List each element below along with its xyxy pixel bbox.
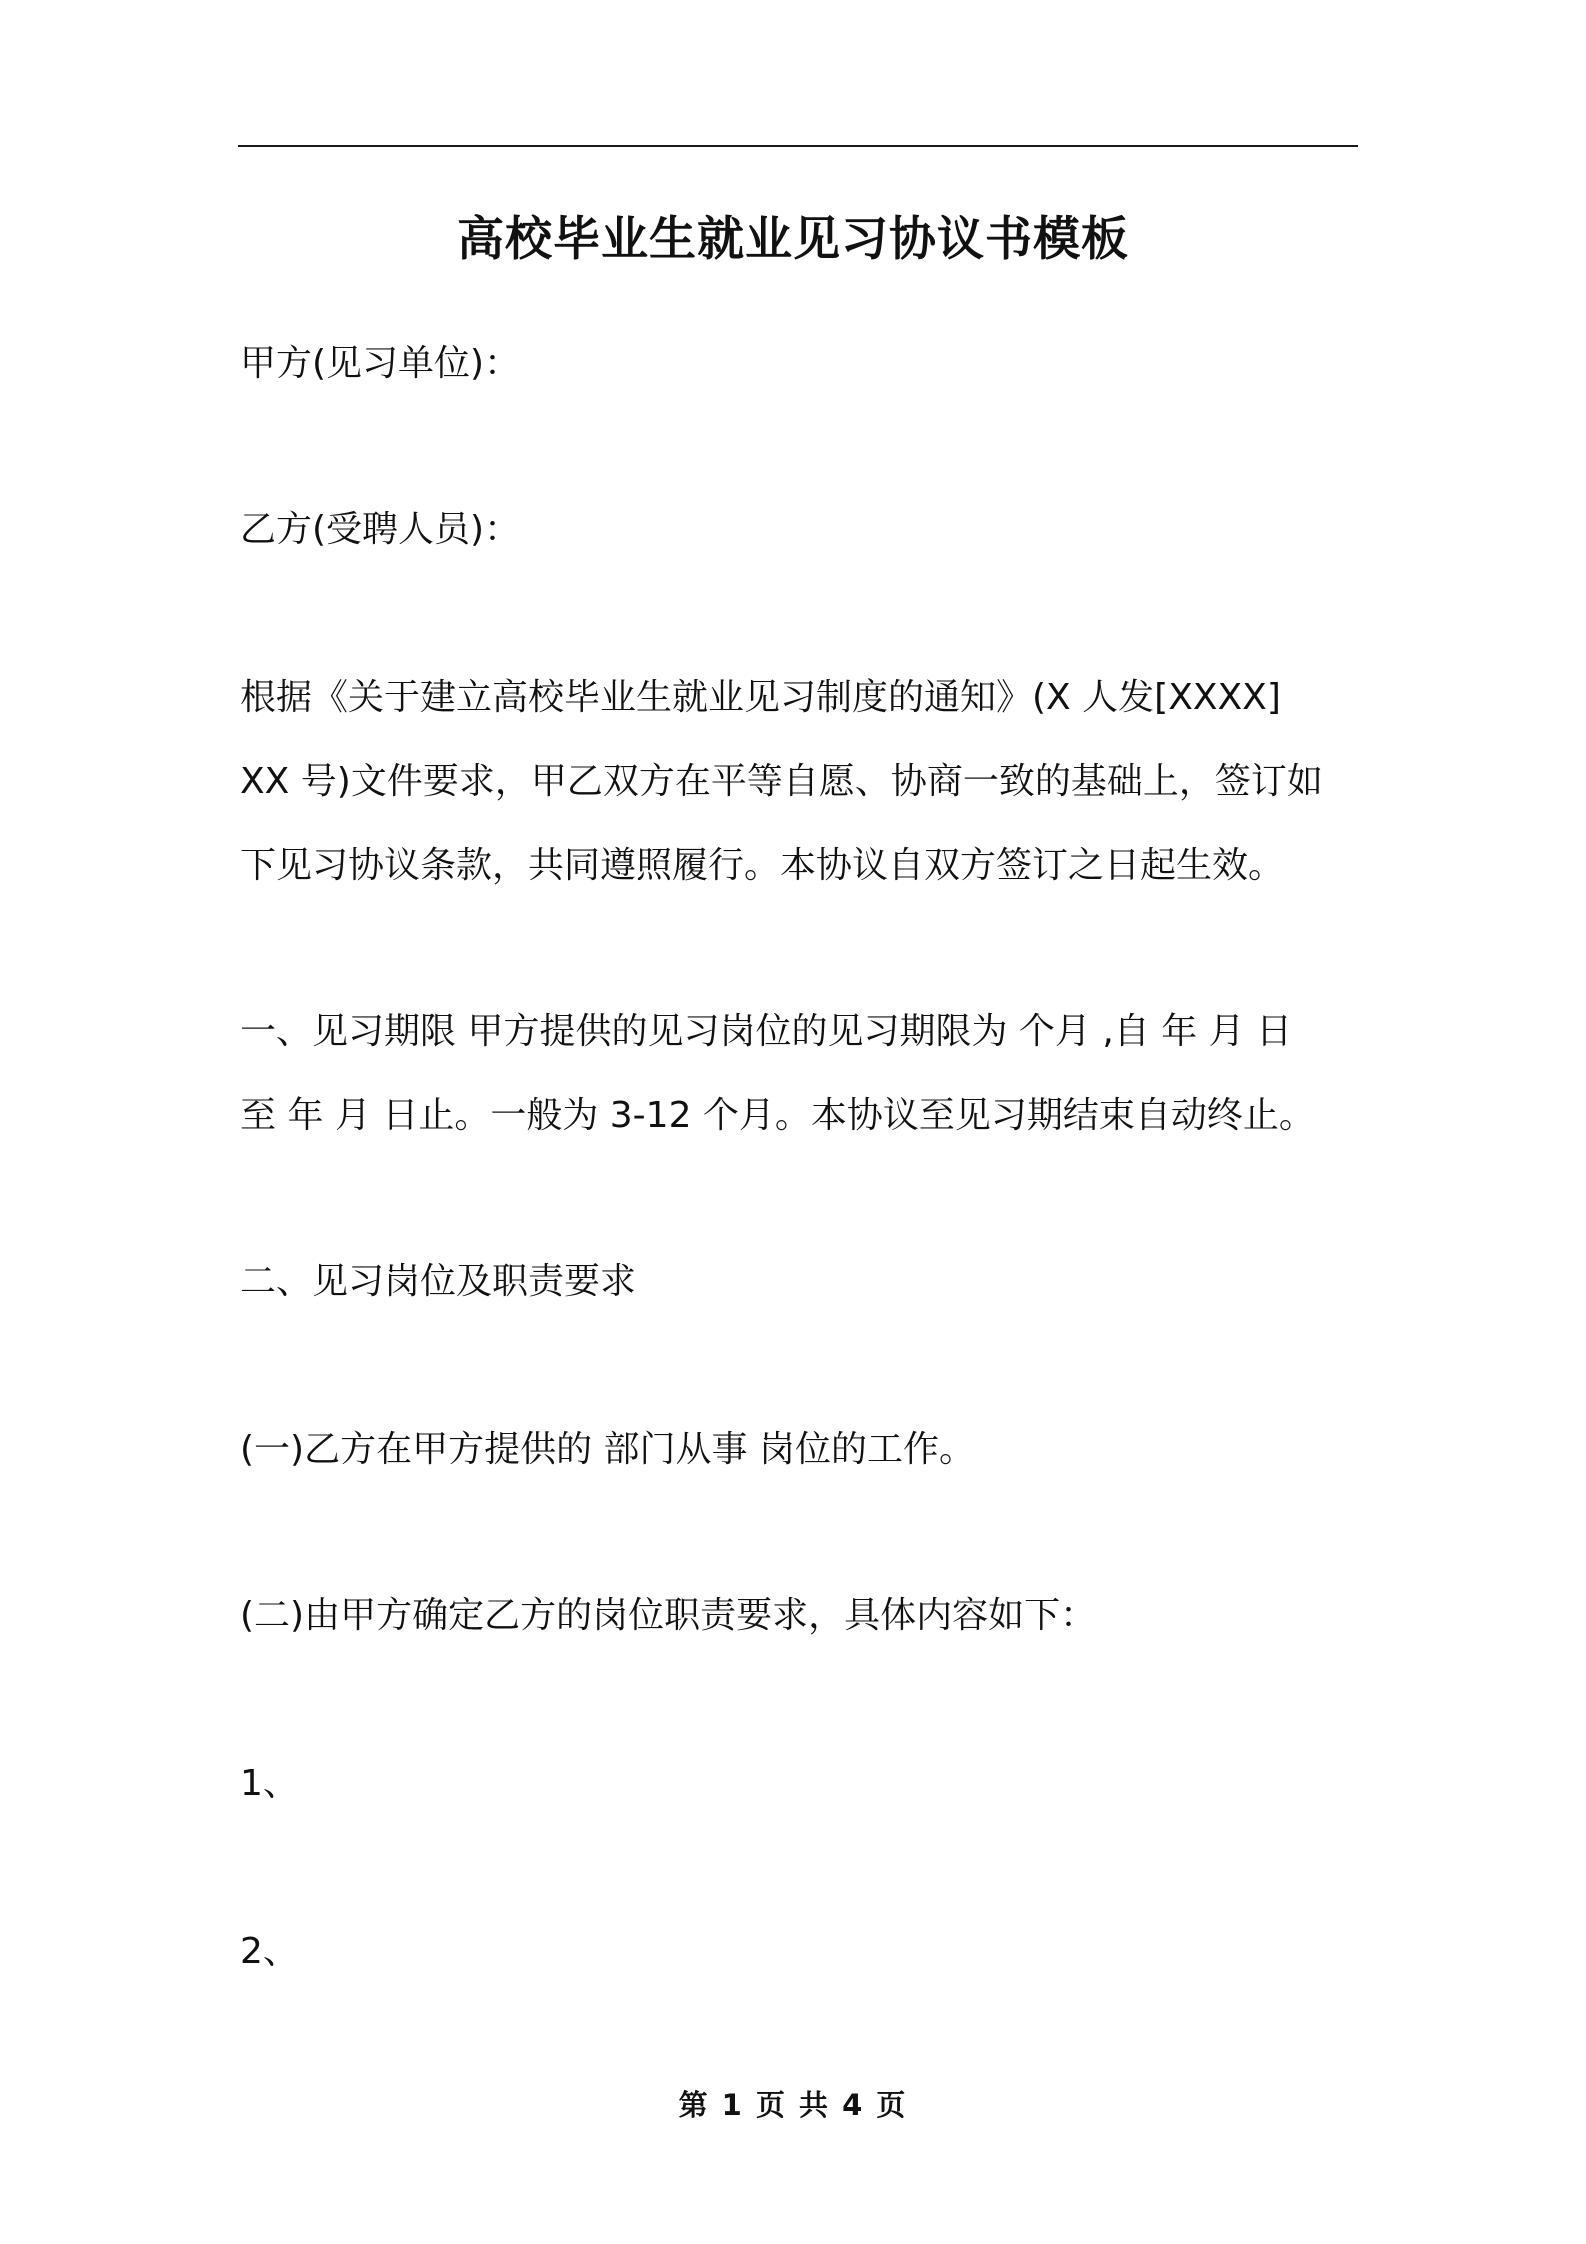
section2-heading: 二、见习岗位及职责要求: [240, 1261, 637, 1302]
page-number: 第 1 页 共 4 页: [678, 2088, 908, 2122]
preamble-line-3: 下见习协议条款，共同遵照履行。本协议自双方签订之日起生效。: [240, 845, 1285, 886]
document-title: 高校毕业生就业见习协议书模板: [457, 212, 1129, 267]
list-item-2: 2、: [240, 1931, 299, 1972]
party-b-label: 乙方(受聘人员)：: [240, 509, 521, 550]
header-divider: [238, 145, 1358, 147]
preamble-line-1: 根据《关于建立高校毕业生就业见习制度的通知》(X 人发[XXXX]: [240, 677, 1281, 718]
section2-item-2: (二)由甲方确定乙方的岗位职责要求，具体内容如下：: [240, 1595, 1097, 1636]
preamble-line-2: XX 号)文件要求，甲乙双方在平等自愿、协商一致的基础上，签订如: [240, 761, 1323, 802]
list-item-1: 1、: [240, 1763, 299, 1804]
section1-line-2: 至 年 月 日止。一般为 3-12 个月。本协议至见习期结束自动终止。: [240, 1095, 1315, 1136]
section1-line-1: 一、见习期限 甲方提供的见习岗位的见习期限为 个月 ,自 年 月 日: [240, 1011, 1293, 1052]
party-a-label: 甲方(见习单位)：: [240, 343, 521, 384]
section2-item-1: (一)乙方在甲方提供的 部门从事 岗位的工作。: [240, 1429, 975, 1470]
